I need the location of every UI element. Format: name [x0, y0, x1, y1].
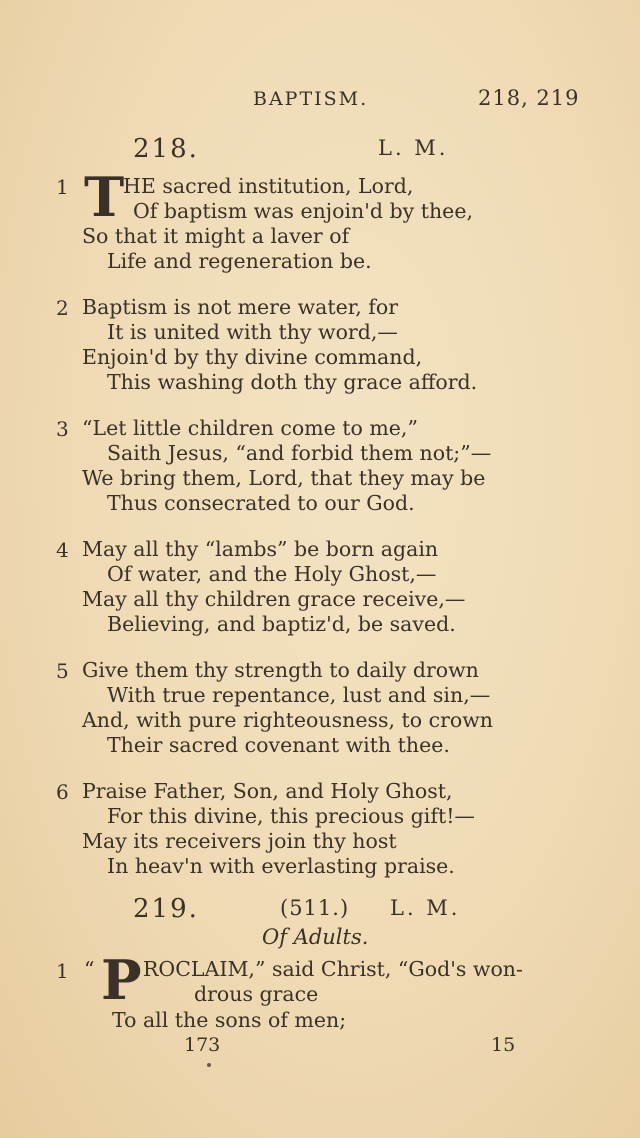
verse-line: Praise Father, Son, and Holy Ghost,	[82, 779, 453, 803]
verse-line: May all thy “lambs” be born again	[82, 537, 439, 561]
verse-line: Of baptism was enjoin'd by thee,	[133, 199, 473, 223]
hymn-219-number: 219.	[133, 894, 199, 924]
verse-line: To all the sons of men;	[112, 1008, 347, 1032]
stanza-number: 2	[56, 296, 69, 320]
open-quote: “	[84, 957, 95, 981]
verse-line: It is united with thy word,—	[107, 320, 398, 344]
verse-line: May all thy children grace receive,—	[82, 587, 466, 611]
verse-line: drous grace	[194, 982, 319, 1006]
verse-line: ROCLAIM,” said Christ, “God's won-	[143, 957, 523, 981]
stanza-number: 1	[56, 959, 69, 983]
verse-line: In heav'n with everlasting praise.	[107, 854, 455, 878]
running-header-pages: 218, 219	[478, 86, 580, 110]
drop-cap: P	[101, 948, 142, 1012]
verse-line: Give them thy strength to daily drown	[82, 658, 479, 682]
verse-line: For this divine, this precious gift!—	[107, 804, 475, 828]
stanza-number: 5	[56, 659, 69, 683]
verse-line: And, with pure righteousness, to crown	[82, 708, 493, 732]
verse-line: So that it might a laver of	[82, 224, 350, 248]
hymn-219-alt-number: (511.)	[280, 896, 350, 920]
verse-line: Their sacred covenant with thee.	[107, 733, 450, 757]
verse-line: Of water, and the Holy Ghost,—	[107, 562, 437, 586]
verse-line: This washing doth thy grace afford.	[107, 370, 478, 394]
stanza-number: 6	[56, 780, 69, 804]
hymn-218-meter: L. M.	[378, 136, 449, 160]
signature-mark: 15	[491, 1034, 516, 1056]
hymn-218-number: 218.	[133, 134, 199, 164]
verse-line: Saith Jesus, “and forbid them not;”—	[107, 441, 492, 465]
printer-dot	[207, 1063, 211, 1067]
verse-line: Believing, and baptiz'd, be saved.	[107, 612, 456, 636]
verse-line: Baptism is not mere water, for	[82, 295, 399, 319]
verse-line: Enjoin'd by thy divine command,	[82, 345, 423, 369]
stanza-number: 3	[56, 417, 69, 441]
stanza-number: 1	[56, 175, 69, 199]
running-header-title: BAPTISM.	[253, 88, 369, 110]
drop-cap: T	[84, 165, 125, 229]
stanza-number: 4	[56, 538, 69, 562]
verse-line: May its receivers join thy host	[82, 829, 397, 853]
verse-line: HE sacred institution, Lord,	[123, 174, 414, 198]
hymn-219-meter: L. M.	[390, 896, 461, 920]
verse-line: Life and regeneration be.	[107, 249, 372, 273]
page-number: 173	[184, 1034, 221, 1056]
verse-line: “Let little children come to me,”	[82, 416, 418, 440]
verse-line: With true repentance, lust and sin,—	[107, 683, 491, 707]
verse-line: Thus consecrated to our God.	[107, 491, 415, 515]
verse-line: We bring them, Lord, that they may be	[82, 466, 486, 490]
hymn-219-subtitle: Of Adults.	[262, 925, 369, 949]
